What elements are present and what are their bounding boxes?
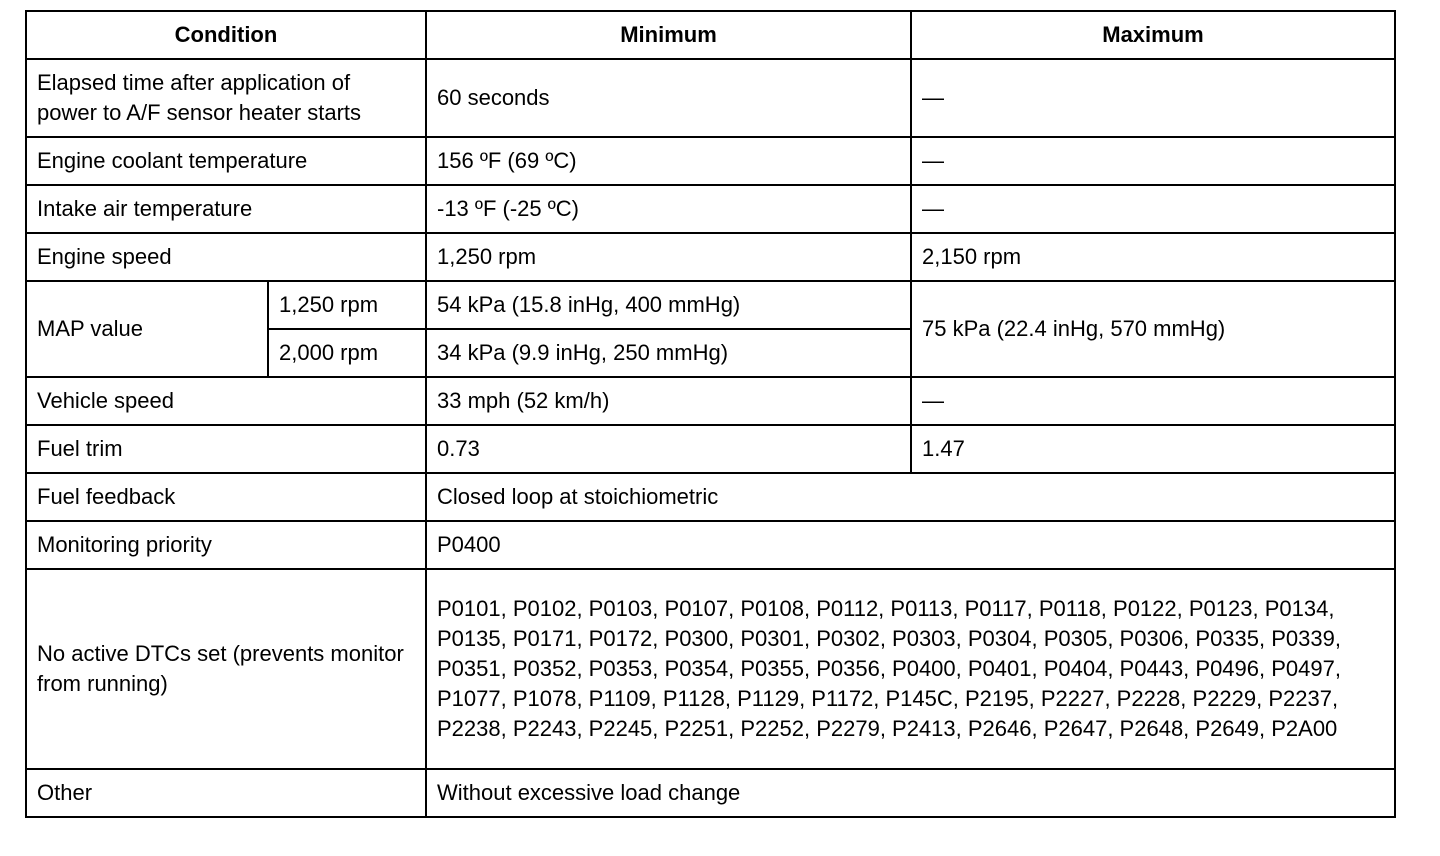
value-cell: P0400: [426, 521, 1395, 569]
table-row: [26, 281, 1395, 329]
maximum-cell: —: [911, 137, 1395, 185]
condition-cell: Fuel trim: [26, 425, 426, 473]
value-cell: Without excessive load change: [426, 769, 1395, 817]
condition-cell: Monitoring priority: [26, 521, 426, 569]
header-maximum: Maximum: [911, 11, 1395, 59]
table-row: [26, 473, 1395, 521]
header-row: [26, 11, 1395, 59]
maximum-cell: —: [911, 377, 1395, 425]
condition-cell: Intake air temperature: [26, 185, 426, 233]
maximum-cell: 1.47: [911, 425, 1395, 473]
condition-cell: Vehicle speed: [26, 377, 426, 425]
condition-cell: Other: [26, 769, 426, 817]
minimum-cell: -13 ºF (-25 ºC): [426, 185, 911, 233]
table-row: [26, 769, 1395, 817]
table-row: [26, 569, 1395, 769]
table-row: [26, 137, 1395, 185]
condition-cell: MAP value: [26, 281, 268, 377]
value-cell: Closed loop at stoichiometric: [426, 473, 1395, 521]
condition-cell: Fuel feedback: [26, 473, 426, 521]
condition-cell: Engine coolant temperature: [26, 137, 426, 185]
table-row: [26, 377, 1395, 425]
minimum-cell: 33 mph (52 km/h): [426, 377, 911, 425]
minimum-cell: 60 seconds: [426, 59, 911, 137]
minimum-cell: 34 kPa (9.9 inHg, 250 mmHg): [426, 329, 911, 377]
maximum-cell: —: [911, 59, 1395, 137]
table-row: [26, 185, 1395, 233]
condition-cell: Engine speed: [26, 233, 426, 281]
sub-condition-cell: 2,000 rpm: [268, 329, 426, 377]
minimum-cell: 1,250 rpm: [426, 233, 911, 281]
conditions-table: [25, 10, 1396, 818]
condition-cell: Elapsed time after application of power to A/F sensor heater starts: [26, 59, 426, 137]
minimum-cell: 0.73: [426, 425, 911, 473]
header-condition: Condition: [26, 11, 426, 59]
dtc-list-cell: P0101, P0102, P0103, P0107, P0108, P0112, P0113, P0117, P0118, P0122, P0123, P0134, P0135, P0171, P0172, P0300, P0301, P0302, P0303, P0304, P0305, P0306, P0335, P0339, P0351, P0352, P0353, P0354, P0355, P0356, P0400, P0401, P0404, P0443, P0496, P0497, P1077, P1078, P1109, P1128, P1129, P1172, P145C, P2195, P2227, P2228, P2229, P2237, P2238, P2243, P2245, P2251, P2252, P2279, P2413, P2646, P2647, P2648, P2649, P2A00: [426, 569, 1395, 769]
maximum-cell: 75 kPa (22.4 inHg, 570 mmHg): [911, 281, 1395, 377]
sub-condition-cell: 1,250 rpm: [268, 281, 426, 329]
minimum-cell: 156 ºF (69 ºC): [426, 137, 911, 185]
table-row: [26, 521, 1395, 569]
maximum-cell: —: [911, 185, 1395, 233]
condition-cell: No active DTCs set (prevents monitor from running): [26, 569, 426, 769]
minimum-cell: 54 kPa (15.8 inHg, 400 mmHg): [426, 281, 911, 329]
maximum-cell: 2,150 rpm: [911, 233, 1395, 281]
header-minimum: Minimum: [426, 11, 911, 59]
table-row: [26, 59, 1395, 137]
table-row: [26, 425, 1395, 473]
table-row: [26, 233, 1395, 281]
